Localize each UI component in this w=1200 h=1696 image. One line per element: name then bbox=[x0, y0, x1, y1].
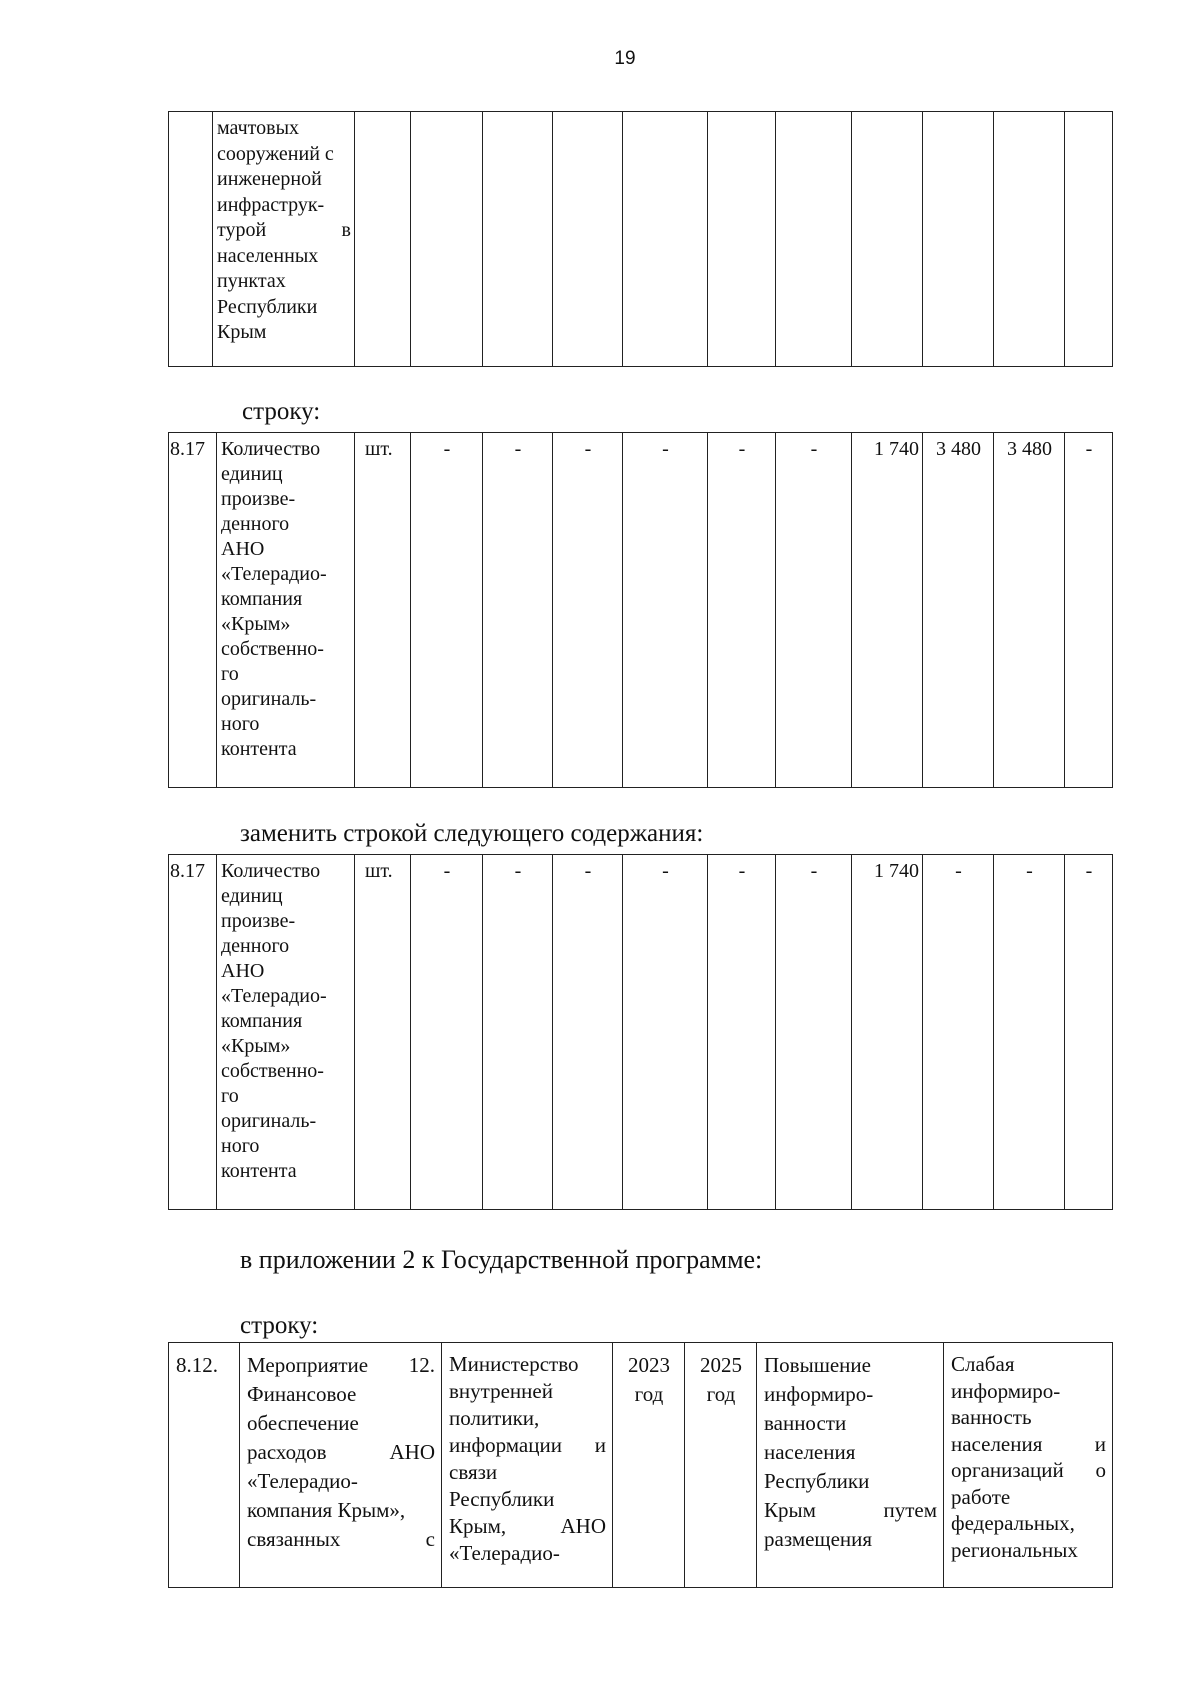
value-cell: - bbox=[483, 855, 553, 1210]
value-cell: - bbox=[776, 433, 852, 788]
value-cell: - bbox=[708, 433, 776, 788]
table-new-row bbox=[168, 854, 1113, 1210]
value-cell: - bbox=[483, 433, 553, 788]
value-cell: - bbox=[411, 433, 483, 788]
value-cell: - bbox=[553, 855, 623, 1210]
value-cell: - bbox=[1065, 855, 1113, 1210]
label-appendix: в приложении 2 к Государственной программе: bbox=[240, 1245, 763, 1274]
unit-cell: шт. bbox=[355, 433, 411, 788]
table-row bbox=[169, 855, 1113, 1210]
value-cell: 3 480 bbox=[994, 433, 1065, 788]
label-stroku-2: строку: bbox=[240, 1312, 319, 1339]
value-cell: - bbox=[623, 855, 708, 1210]
value-cell: 1 740 bbox=[852, 855, 923, 1210]
indicator-text-cell: мачтовых сооружений с инженерной инфраструк- турой в населенных пунктах Республики Крым bbox=[213, 112, 355, 367]
result-cell: Повышение информиро- ванности населения Республики Крым путем размещения bbox=[757, 1343, 944, 1588]
value-cell: - bbox=[411, 855, 483, 1210]
end-year-cell: 2025 год bbox=[685, 1343, 757, 1588]
value-cell: - bbox=[1065, 433, 1113, 788]
value-cell: - bbox=[623, 433, 708, 788]
label-replace: заменить строкой следующего содержания: bbox=[240, 820, 704, 847]
value-cell: 1 740 bbox=[852, 433, 923, 788]
value-cell: 3 480 bbox=[923, 433, 994, 788]
indicator-text-cell: Количество единиц произве- денного АНО «Телерадио- компания «Крым» собственно- го оригиналь- ного контента bbox=[217, 855, 355, 1210]
value-cell: - bbox=[994, 855, 1065, 1210]
row-number: 8.12. bbox=[169, 1343, 240, 1588]
executor-cell: Министерство внутренней политики, информации и связи Республики Крым, АНО «Телерадио- bbox=[442, 1343, 613, 1588]
page-number: 19 bbox=[614, 48, 636, 69]
table-appendix-row bbox=[168, 1342, 1113, 1588]
value-cell: - bbox=[776, 855, 852, 1210]
table-row bbox=[169, 112, 1113, 367]
indicator-text-cell: Количество единиц произве- денного АНО «Телерадио- компания «Крым» собственно- го оригиналь- ного контента bbox=[217, 433, 355, 788]
table-continuation bbox=[168, 111, 1113, 367]
table-row bbox=[169, 433, 1113, 788]
value-cell: - bbox=[923, 855, 994, 1210]
label-stroku-1: строку: bbox=[242, 398, 321, 425]
value-cell: - bbox=[553, 433, 623, 788]
row-number: 8.17 bbox=[169, 855, 217, 1210]
table-row bbox=[169, 1343, 1113, 1588]
event-cell: Мероприятие 12. Финансовое обеспечение расходов АНО «Телерадио- компания Крым», связанных с bbox=[240, 1343, 442, 1588]
num-cell bbox=[169, 112, 213, 367]
start-year-cell: 2023 год bbox=[613, 1343, 685, 1588]
consequence-cell: Слабая информиро- ванность населения и организаций о работе федеральных, региональных bbox=[944, 1343, 1113, 1588]
table-old-row bbox=[168, 432, 1113, 788]
value-cell: - bbox=[708, 855, 776, 1210]
row-number: 8.17 bbox=[169, 433, 217, 788]
unit-cell: шт. bbox=[355, 855, 411, 1210]
